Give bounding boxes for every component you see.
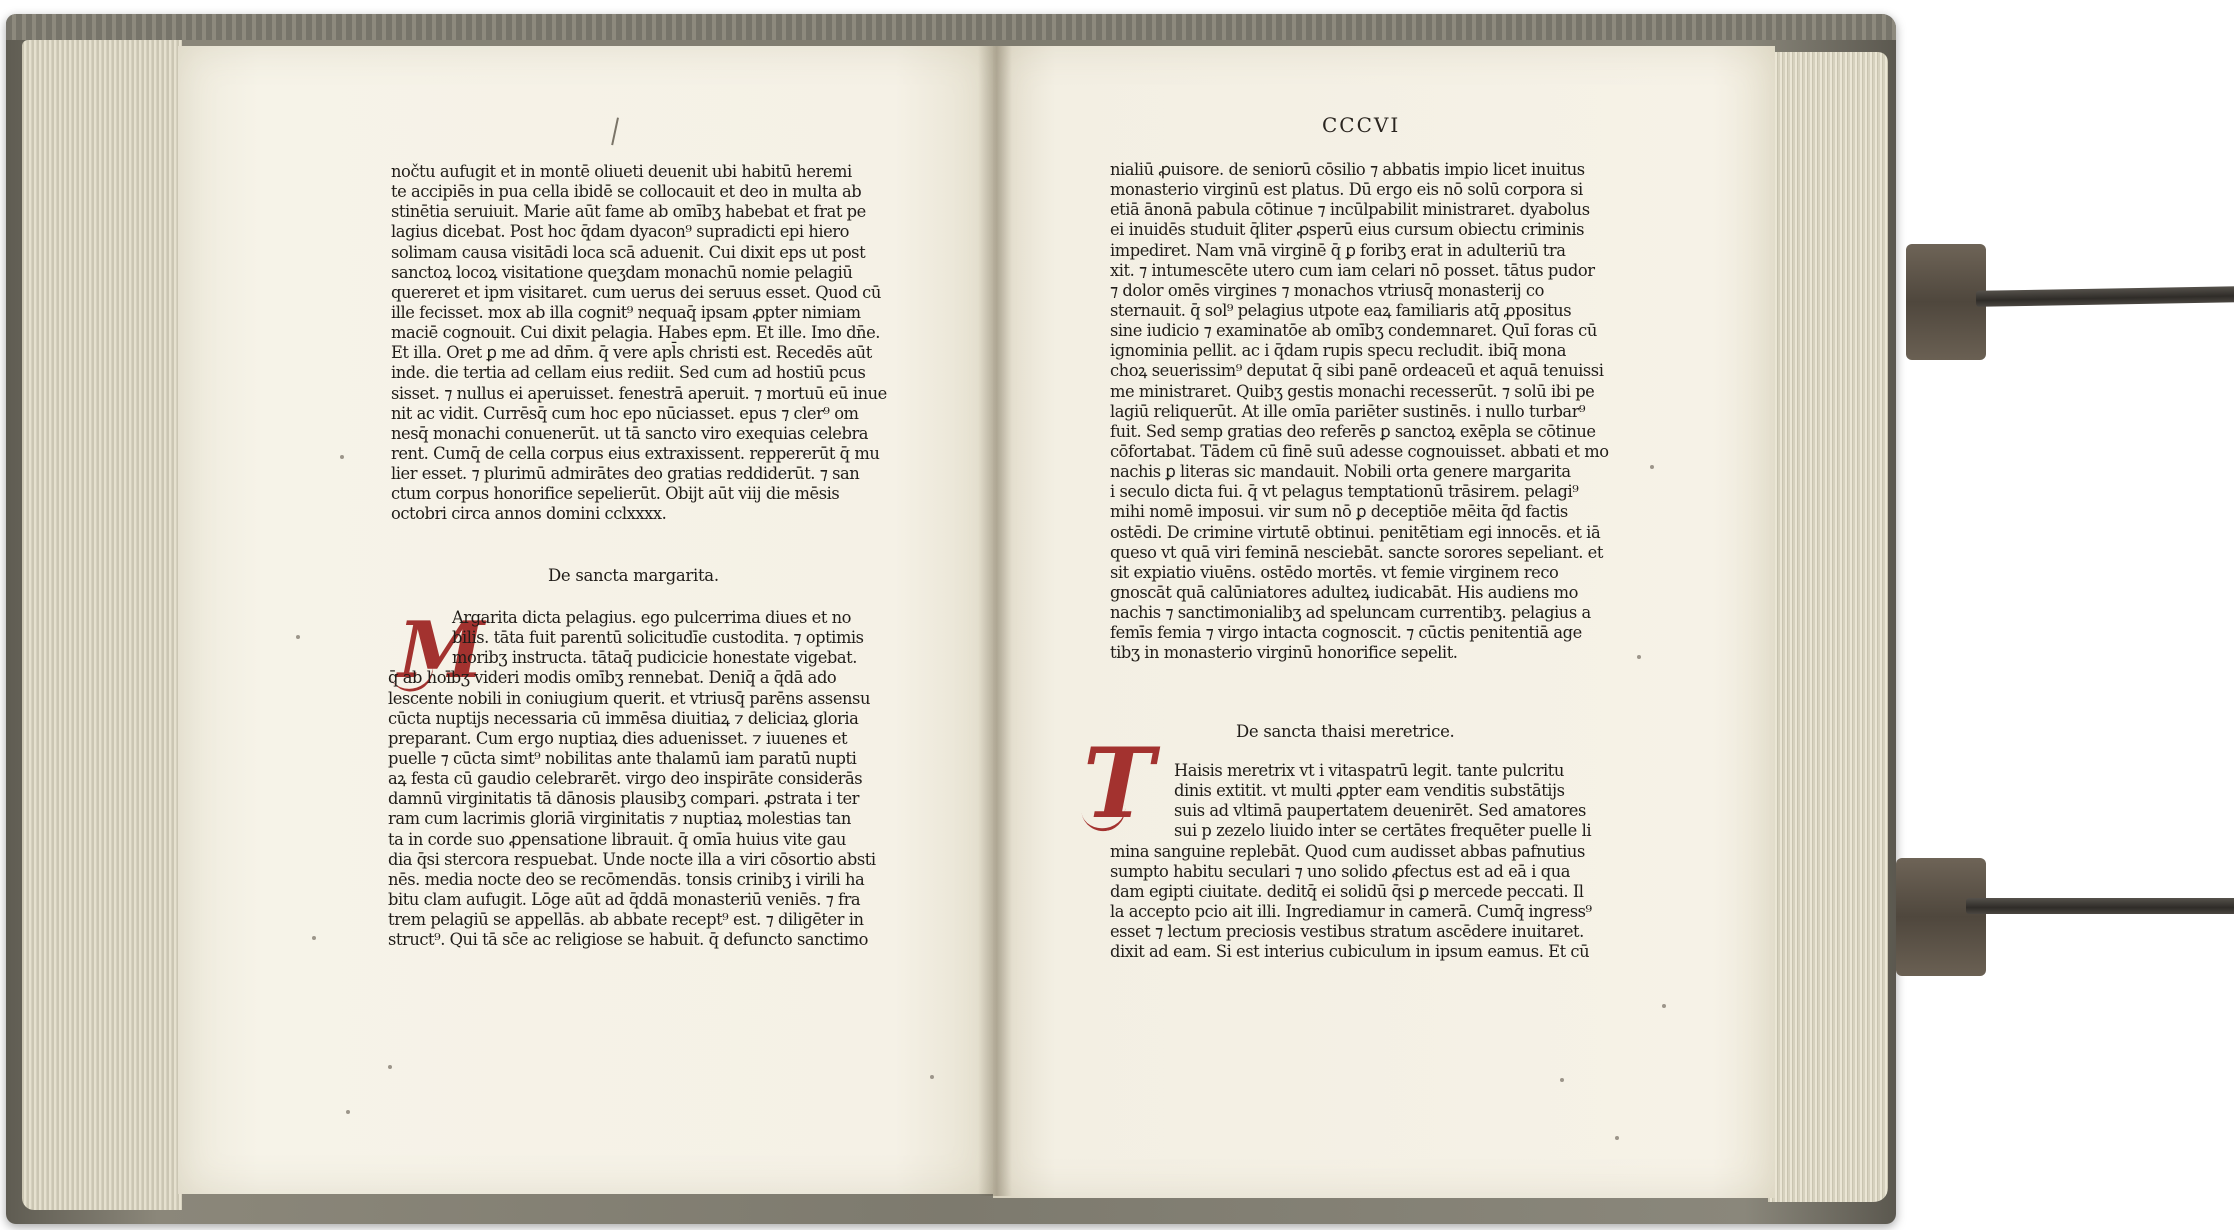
text-line: Haisis meretrix vt i vitaspatrū legit. tante pulcritu <box>1174 761 1564 780</box>
text-line: q̄ ab hoībʒ videri modis omībʒ rennebat. Deniq̄ a q̄dā ado <box>388 668 837 688</box>
text-line: dinis extitit. vt multi ꝓpter eam venditis substātijs <box>1174 781 1565 801</box>
text-line: sternauit. q̄ sol⁹ pelagius utpote eaꝝ familiaris atq̄ ꝓpositus <box>1110 300 1572 320</box>
pinhole <box>1662 1004 1666 1008</box>
text-line: trem pelagiū se appellās. ab abbate recept⁹ est. ⁊ diligēter in <box>388 910 864 930</box>
chapter-heading-margarita: De sancta margarita. <box>548 566 719 585</box>
folio-number: CCCVI <box>1322 113 1401 137</box>
text-line: lescente nobili in coniugium querit. et vtriusq̄ parēns assensu <box>388 688 870 708</box>
clasp-strap <box>1976 285 2234 307</box>
text-line: solimam causa visitādi loca scā aduenit. Cui dixit eps ut post <box>391 242 866 262</box>
text-line: lagiū reliquerūt. At ille omīa pariēter sustinēs. i nullo turbar⁹ <box>1110 401 1586 421</box>
text-line: femīs femia ⁊ virgo intacta cognoscit. ⁊ cūctis penitentiā age <box>1110 623 1582 643</box>
text-line: te accipiēs in pua cella ibidē se collocauit et deo in multa ab <box>391 182 862 202</box>
text-line: struct⁹. Qui tā sc̄e ac religiose se habuit. q̄ defuncto sanctimo <box>388 930 869 950</box>
rubricated-initial-t: T <box>1083 727 1155 840</box>
text-line: moribʒ instructa. tātaq̄ pudicicie honestate vigebat. <box>452 648 857 668</box>
text-line: sit expiatio viuēns. ostēdo mortēs. vt femie virginem reco <box>1110 562 1559 582</box>
text-line: sine iudicio ⁊ examinatōe ab omībʒ condemnaret. Quī foras cū <box>1110 321 1597 341</box>
text-line: etiā ānonā pabula cōtinue ⁊ incūlpabilit ministraret. dyabolus <box>1110 200 1590 220</box>
text-line: damnū virginitatis tā dānosis plausibʒ compari. ꝓstrata i ter <box>388 789 860 809</box>
text-line: nēs. media nocte deo se recōmendās. tonsis crinibʒ i virili ha <box>388 869 865 889</box>
text-line: choꝝ seuerissim⁹ deputat q̄ sibi panē ordeaceū et aquā tenuissi <box>1110 361 1604 381</box>
left-page-text-lower <box>388 605 876 950</box>
text-line: octobri circa annos domini cclxxxx. <box>391 504 667 524</box>
text-line: mihi nomē imposui. vir sum nō ꝑ deceptiōe mēita q̄d factis <box>1110 502 1568 522</box>
text-line: dam egipti ciuitate. deditq̄ ei solidū q̄si ꝑ mercede peccati. Il <box>1110 881 1584 901</box>
pinhole <box>1637 655 1641 659</box>
text-line: cōfortabat. Tādem cū finē suū adesse cognouisset. abbati et mo <box>1110 441 1609 461</box>
text-line: nesq̄ monachi conuenerūt. ut tā sancto viro exequias celebra <box>391 423 869 443</box>
pinhole <box>312 936 316 940</box>
text-line: i seculo dicta fui. q̄ vt pelagus temptationū trāsirem. pelagi⁹ <box>1110 482 1579 502</box>
text-line: fuit. Sed semp gratias deo referēs ꝑ sanctoꝝ exēpla se cōtinue <box>1110 421 1596 441</box>
text-line: dixit ad eam. Si est interius cubiculum in ipsum eamus. Et cū <box>1110 942 1590 962</box>
text-line: rent. Cumq̄ de cella corpus eius extraxissent. reppererūt q̄ mu <box>391 443 880 463</box>
text-line: ostēdi. De crimine virtutē obtinui. penitētiam egi innocēs. et iā <box>1110 522 1601 542</box>
text-line: ta in corde suo ꝓpensatione librauit. q̄ omīa huius vite gau <box>388 829 846 849</box>
text-line: queso vt quā viri feminā nesciebāt. sancte sorores sepeliant. et <box>1110 542 1603 562</box>
right-page-text-lower <box>1110 761 1592 962</box>
text-line: nočtu aufugit et in montē oliueti deuenit ubi habitū heremi <box>391 162 852 181</box>
text-line: sanctoꝝ locoꝝ visitatione queʒdam monachū nomie pelagiū <box>391 262 853 282</box>
pinhole <box>1615 1136 1619 1140</box>
text-line: ⁊ dolor omēs virgines ⁊ monachos vtriusq̄ monasterij co <box>1110 280 1544 300</box>
clasp-strap <box>1966 898 2234 914</box>
page-edges-left <box>22 40 182 1210</box>
text-line: esset ⁊ lectum preciosis vestibus stratum ascēdere inuitaret. <box>1110 922 1584 942</box>
text-line: ram cum lacrimis gloriā virginitatis ⁊ nuptiaꝝ molestias tan <box>388 809 851 829</box>
text-line: stinētia seruiuit. Marie aūt fame ab omībʒ habebat et frat pe <box>391 202 866 222</box>
text-line: dia q̄si stercora respuebat. Unde nocte illa a viri cōsortio absti <box>388 849 876 869</box>
chapter-heading-thaisis: De sancta thaisi meretrice. <box>1236 722 1455 741</box>
text-line: la accepto pcio ait illi. Ingrediamur in camerā. Cumq̄ ingress⁹ <box>1110 901 1592 921</box>
pinhole <box>340 455 344 459</box>
text-line: nialiū ꝓuisore. de seniorū cōsilio ⁊ abbatis impio licet inuitus <box>1110 160 1585 179</box>
text-line: lier esset. ⁊ plurimū admirātes deo gratias reddiderūt. ⁊ san <box>391 464 860 484</box>
text-line: bilis. tāta fuit parentū solicitudīe custodita. ⁊ optimis <box>452 628 864 648</box>
text-line: ille fecisset. mox ab illa cognit⁹ nequaq̄ ipsam ꝓpter nimiam <box>391 302 861 322</box>
pinhole <box>388 1065 392 1069</box>
pinhole <box>1650 465 1654 469</box>
right-page-text-upper <box>1110 160 1609 664</box>
text-line: lagius dicebat. Post hoc q̄dam dyacon⁹ supradicti epi hiero <box>391 222 849 242</box>
text-line: nit ac vidit. Currēsq̄ cum hoc epo nūciasset. epus ⁊ cler⁹ om <box>391 403 859 423</box>
text-line: bitu clam aufugit. Lōge aūt ad q̄ddā monasteriū veniēs. ⁊ fra <box>388 889 861 909</box>
text-line: suis ad vltimā paupertatem deuenirēt. Sed amatores <box>1174 801 1586 821</box>
text-line: aꝝ festa cū gaudio celebrarēt. virgo deo inspirāte considerās <box>388 769 863 789</box>
text-line: ei inuidēs studuit q̄liter ꝓsperū eius cursum obiectu criminis <box>1110 220 1585 240</box>
pinhole <box>296 635 300 639</box>
pinhole <box>346 1110 350 1114</box>
clasp-plate-icon <box>1896 858 1986 976</box>
text-line: me ministraret. Quibʒ gestis monachi recesserūt. ⁊ solū ibi pe <box>1110 381 1595 401</box>
text-line: Et illa. Oret ꝑ me ad dn̄m. q̄ vere apl̄s christi est. Recedēs aūt <box>391 343 872 363</box>
text-line: tibʒ in monasterio virginū honorifice sepelit. <box>1110 643 1458 663</box>
text-line: sumpto habitu seculari ⁊ uno solido ꝓfectus est ad eā i qua <box>1110 861 1571 881</box>
text-line: mina sanguine replebāt. Quod cum audisset abbas pafnutius <box>1110 841 1585 861</box>
text-line: gnoscāt quā calūniatores adulteꝝ iudicabāt. His audiens mo <box>1110 582 1578 602</box>
text-line: monasterio virginū est platus. Dū ergo eis nō solū corpora si <box>1110 180 1583 200</box>
text-line: nachis ꝑ literas sic mandauit. Nobili orta genere margarita <box>1110 462 1571 482</box>
text-line: impediret. Nam vnā virginē q̄ ꝑ foribʒ erat in adulteriū tra <box>1110 240 1566 260</box>
text-line: preparant. Cum ergo nuptiaꝝ dies aduenisset. ⁊ iuuenes et <box>388 728 848 748</box>
pinhole <box>930 1075 934 1079</box>
text-line: xit. ⁊ intumescēte utero cum iam celari nō posset. tātus pudor <box>1110 260 1595 280</box>
text-line: sui p zezelo liuido inter se certātes frequēter puelle li <box>1174 821 1592 841</box>
book-gutter <box>978 46 1012 1196</box>
text-line: inde. die tertia ad cellam eius rediit. Sed cum ad hostiū pcus <box>391 363 866 383</box>
text-line: maciē cognouit. Cui dixit pelagia. Habes epm. Et ille. Imo dn̄e. <box>391 323 880 343</box>
page-edges-right <box>1768 52 1888 1202</box>
text-line: ignominia pellit. ac i q̄dam rupis specu recludit. ibiq̄ mona <box>1110 341 1566 361</box>
text-line: Argarita dicta pelagius. ego pulcerrima diues et no <box>452 608 852 627</box>
rubricated-initial-m: M <box>398 605 485 696</box>
text-line: sisset. ⁊ nullus ei aperuisset. fenestrā aperuit. ⁊ mortuū eū inue <box>391 383 887 403</box>
text-line: ctum corpus honorifice sepelierūt. Obijt aūt viij die mēsis <box>391 484 840 504</box>
text-line: cūcta nuptijs necessaria cū immēsa diuitiaꝝ ⁊ deliciaꝝ gloria <box>388 708 859 728</box>
text-line: puelle ⁊ cūcta simt⁹ nobilitas ante thalamū iam paratū nupti <box>388 748 857 768</box>
clasp-plate-icon <box>1906 244 1986 360</box>
text-line: nachis ⁊ sanctimonialibʒ ad speluncam currentibʒ. pelagius a <box>1110 603 1591 623</box>
pinhole <box>1560 1078 1564 1082</box>
text-line: quereret et ipm visitaret. cum uerus dei seruus esset. Quod cū <box>391 282 881 302</box>
left-page-text-upper <box>391 162 887 525</box>
